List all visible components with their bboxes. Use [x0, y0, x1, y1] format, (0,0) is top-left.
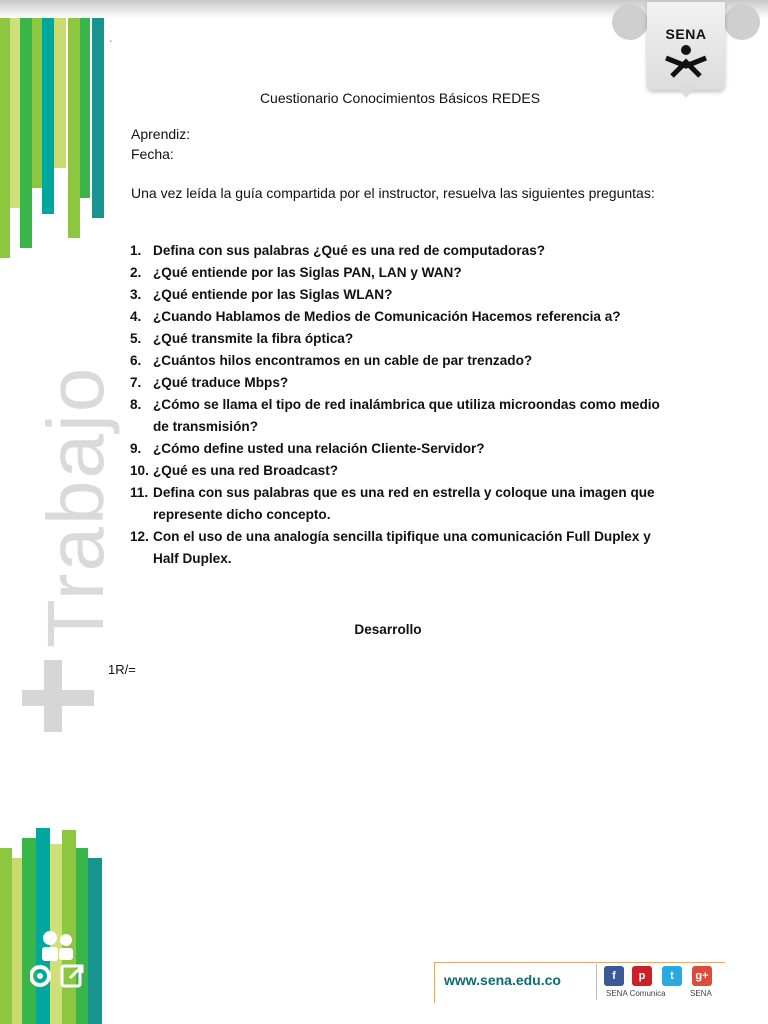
sena-logo-icon: [662, 44, 710, 78]
question-item: 3. ¿Qué entiende por las Siglas WLAN?: [130, 287, 393, 302]
logo-tab-right-ear: [724, 4, 760, 40]
footer-url-link[interactable]: www.sena.edu.co: [444, 972, 561, 988]
question-item: 9. ¿Cómo define usted una relación Cliente-Servidor?: [130, 441, 485, 456]
intro-paragraph: Una vez leída la guía compartida por el instructor, resuelva las siguientes preguntas:: [131, 185, 655, 201]
question-item: 4. ¿Cuando Hablamos de Medios de Comunicación Hacemos referencia a?: [130, 309, 621, 324]
fecha-label: Fecha:: [131, 146, 174, 162]
decorative-stripes-bottom: [0, 828, 110, 1024]
question-item: 6. ¿Cuántos hilos encontramos en un cable de par trenzado?: [130, 353, 533, 368]
googleplus-icon[interactable]: g+: [692, 966, 712, 986]
question-item: 10. ¿Qué es una red Broadcast?: [130, 463, 339, 478]
facebook-icon[interactable]: f: [604, 966, 624, 986]
sena-label: SENA: [690, 989, 712, 998]
watermark-text: Trabajo: [31, 365, 120, 648]
question-item: 11. Defina con sus palabras que es una red en estrella y coloque una imagen que represente dicho concepto.: [130, 485, 655, 522]
aprendiz-label: Aprendiz:: [131, 126, 191, 142]
document-title: Cuestionario Conocimientos Básicos REDES: [259, 90, 541, 106]
footer-divider: [596, 964, 597, 1000]
stray-mark: `: [109, 40, 113, 51]
logo-tab-left-ear: [612, 4, 648, 40]
question-list: [130, 240, 670, 570]
sena-comunica-label: SENA Comunica: [606, 989, 666, 998]
sena-logo-text: SENA: [665, 26, 707, 42]
question-item: 7. ¿Qué traduce Mbps?: [130, 375, 289, 390]
question-item: 2. ¿Qué entiende por las Siglas PAN, LAN y WAN?: [130, 265, 462, 280]
people-settings-icon: [30, 930, 90, 992]
question-item: 12. Con el uso de una analogía sencilla tipifique una comunicación Full Duplex y Half Duplex.: [130, 529, 651, 566]
question-item: 5. ¿Qué transmite la fibra óptica?: [130, 331, 354, 346]
question-item: 8. ¿Cómo se llama el tipo de red inalámbrica que utiliza microondas como medio de transmisión?: [130, 397, 660, 434]
answer-label: 1R/=: [108, 662, 136, 677]
twitter-icon[interactable]: t: [662, 966, 682, 986]
watermark-plus-horizontal: [22, 690, 94, 706]
question-item: 1. Defina con sus palabras ¿Qué es una red de computadoras?: [130, 243, 546, 258]
decorative-stripes-top: [0, 18, 113, 268]
section-heading: Desarrollo: [354, 622, 422, 637]
pinterest-icon[interactable]: p: [632, 966, 652, 986]
